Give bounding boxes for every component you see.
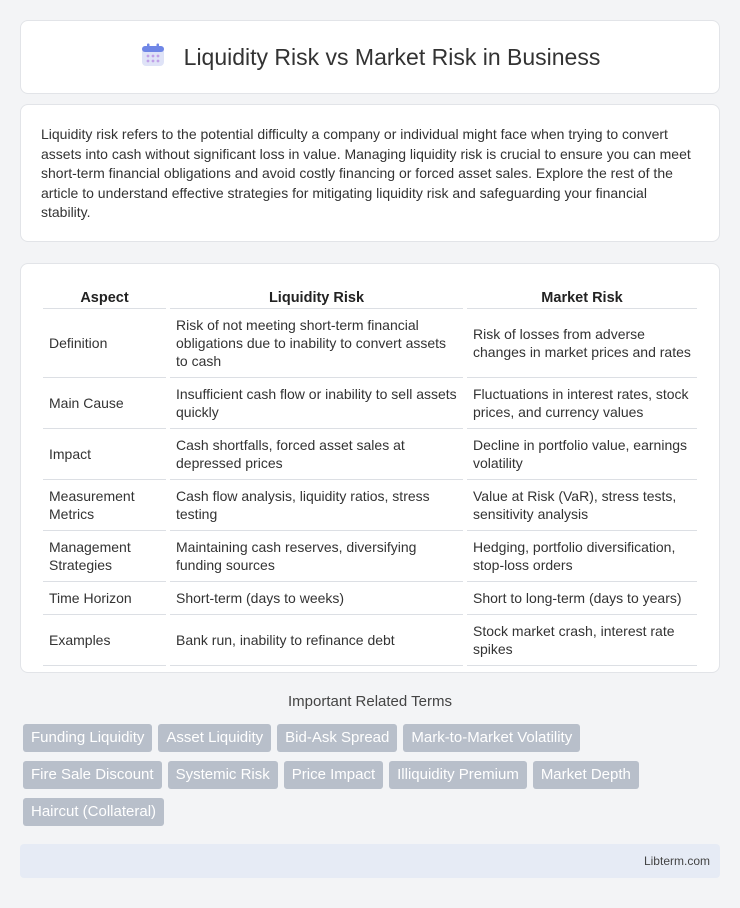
footer-brand[interactable]: Libterm.com (643, 854, 710, 868)
cell-liquidity-risk: Cash shortfalls, forced asset sales at depressed prices (170, 429, 463, 480)
table-row (43, 480, 697, 531)
related-term-tag[interactable]: Illiquidity Premium (389, 761, 527, 789)
related-terms-title: Important Related Terms (288, 693, 452, 710)
cell-aspect: Management Strategies (43, 531, 166, 582)
header-liquidity-risk: Liquidity Risk (170, 284, 463, 309)
related-term-tag[interactable]: Market Depth (533, 761, 639, 789)
related-term-tag[interactable]: Asset Liquidity (158, 724, 271, 752)
cell-liquidity-risk: Short-term (days to weeks) (170, 582, 463, 615)
header-card (20, 20, 720, 94)
header-aspect: Aspect (43, 284, 166, 309)
cell-market-risk: Stock market crash, interest rate spikes (467, 615, 697, 666)
cell-market-risk: Value at Risk (VaR), stress tests, sensitivity analysis (467, 480, 697, 531)
cell-liquidity-risk: Insufficient cash flow or inability to sell assets quickly (170, 378, 463, 429)
cell-market-risk: Risk of losses from adverse changes in market prices and rates (467, 309, 697, 378)
cell-aspect: Examples (43, 615, 166, 666)
related-term-tag[interactable]: Bid-Ask Spread (277, 724, 397, 752)
cell-aspect: Time Horizon (43, 582, 166, 615)
footer (20, 844, 720, 878)
table-header-row (43, 284, 697, 309)
related-term-tag[interactable]: Fire Sale Discount (23, 761, 162, 789)
cell-market-risk: Decline in portfolio value, earnings volatility (467, 429, 697, 480)
cell-aspect: Definition (43, 309, 166, 378)
related-terms-tags (23, 724, 713, 826)
table-row (43, 429, 697, 480)
cell-market-risk: Fluctuations in interest rates, stock prices, and currency values (467, 378, 697, 429)
related-terms-section (0, 693, 740, 710)
table-row (43, 378, 697, 429)
calendar-icon (140, 42, 166, 73)
related-term-tag[interactable]: Haircut (Collateral) (23, 798, 164, 826)
page-title: Liquidity Risk vs Market Risk in Business (183, 43, 601, 70)
table-row (43, 582, 697, 615)
cell-aspect: Measurement Metrics (43, 480, 166, 531)
comparison-table (39, 284, 701, 666)
cell-liquidity-risk: Risk of not meeting short-term financial obligations due to inability to convert assets to cash (170, 309, 463, 378)
cell-aspect: Impact (43, 429, 166, 480)
cell-market-risk: Short to long-term (days to years) (467, 582, 697, 615)
intro-card (20, 104, 720, 242)
related-term-tag[interactable]: Mark-to-Market Volatility (403, 724, 580, 752)
related-term-tag[interactable]: Systemic Risk (168, 761, 278, 789)
cell-aspect: Main Cause (43, 378, 166, 429)
table-row (43, 309, 697, 378)
cell-market-risk: Hedging, portfolio diversification, stop-loss orders (467, 531, 697, 582)
related-term-tag[interactable]: Funding Liquidity (23, 724, 152, 752)
cell-liquidity-risk: Cash flow analysis, liquidity ratios, stress testing (170, 480, 463, 531)
intro-text: Liquidity risk refers to the potential difficulty a company or individual might face when trying to convert assets into cash without significant loss in value. Managing liquidity risk is crucial to ensure you can meet short-term financial obligations and avoid costly financing or forced asset sales. Explore the rest of the article to understand effective strategies for mitigating liquidity risk and safeguarding your financial stability. (41, 126, 691, 220)
table-row (43, 615, 697, 666)
cell-liquidity-risk: Maintaining cash reserves, diversifying funding sources (170, 531, 463, 582)
comparison-card (20, 263, 720, 673)
cell-liquidity-risk: Bank run, inability to refinance debt (170, 615, 463, 666)
related-term-tag[interactable]: Price Impact (284, 761, 383, 789)
header-market-risk: Market Risk (467, 284, 697, 309)
table-row (43, 531, 697, 582)
